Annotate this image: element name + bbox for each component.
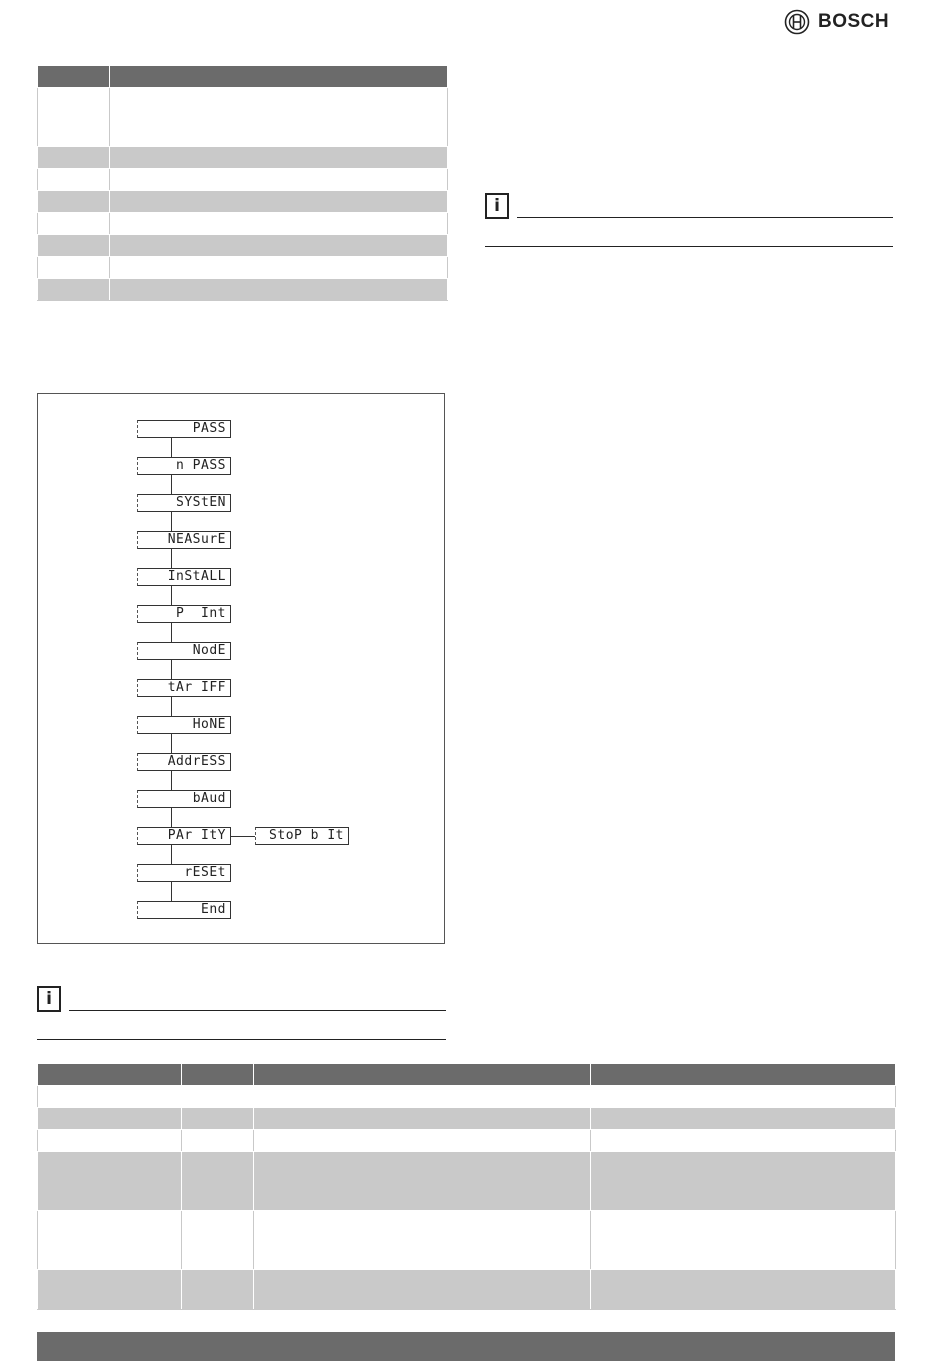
bosch-armature-icon: [784, 9, 810, 35]
lcd-address: AddrESS: [137, 753, 231, 771]
table-row: [38, 1211, 896, 1270]
table-header-row: [38, 66, 448, 88]
branch-connector: [231, 836, 255, 837]
lcd-pass: PASS: [137, 420, 231, 438]
info-note-left: [37, 986, 446, 1046]
lcd-reset: rESEt: [137, 864, 231, 882]
table-row: [38, 279, 448, 301]
brand-logo: [784, 8, 889, 36]
table-row: [38, 1130, 896, 1152]
note-rule: [517, 217, 893, 218]
lcd-n-pass: n PASS: [137, 457, 231, 475]
settings-table: [37, 1063, 896, 1310]
menu-diagram: [37, 393, 445, 944]
brand-name: BOSCH: [818, 11, 890, 32]
table-row: [38, 169, 448, 191]
lcd-end: End: [137, 901, 231, 919]
note-rule: [37, 1039, 446, 1040]
lcd-baud: bAud: [137, 790, 231, 808]
table-row: [38, 213, 448, 235]
note-rule: [69, 1010, 446, 1011]
table-row: [38, 1108, 896, 1130]
info-note-right: [485, 193, 893, 253]
lcd-mode: NodE: [137, 642, 231, 660]
lcd-system: SYStEN: [137, 494, 231, 512]
lcd-p-int: P Int: [137, 605, 231, 623]
table-row: [38, 88, 448, 147]
lcd-install: InStALL: [137, 568, 231, 586]
lcd-tariff: tAr IFF: [137, 679, 231, 697]
lcd-parity: PAr ItY: [137, 827, 231, 845]
lcd-home: HoNE: [137, 716, 231, 734]
table-row: [38, 191, 448, 213]
table-section-row: [38, 1086, 896, 1108]
footer-bar: [37, 1332, 895, 1361]
lcd-stop-bit: StoP b It: [255, 827, 349, 845]
info-icon: i: [37, 986, 61, 1012]
table-header-row: [38, 1064, 896, 1086]
table-row: [38, 1270, 896, 1310]
note-rule: [485, 246, 893, 247]
table-row: [38, 257, 448, 279]
table-row: [38, 1152, 896, 1211]
parameter-table: [37, 65, 448, 301]
table-row: [38, 147, 448, 169]
info-icon: i: [485, 193, 509, 219]
lcd-measure: NEASurE: [137, 531, 231, 549]
table-row: [38, 235, 448, 257]
